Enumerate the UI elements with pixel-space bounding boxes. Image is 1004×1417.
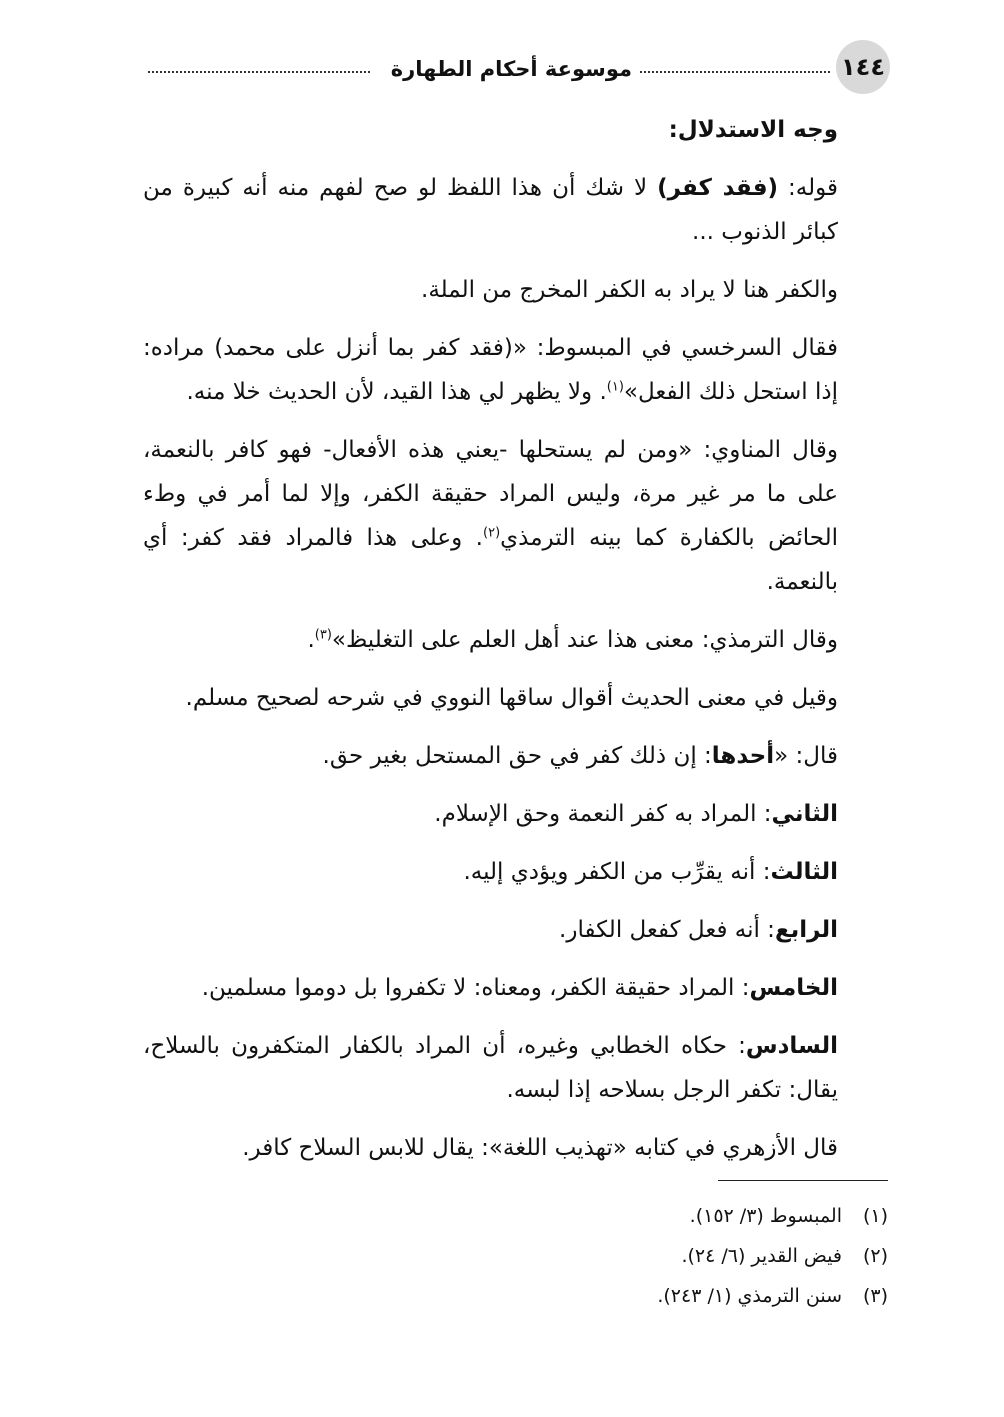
paragraph (143, 428, 888, 604)
bold-term: الثالث (770, 859, 838, 885)
footnote-number: (١) (862, 1205, 888, 1227)
section-heading: وجه الاستدلال: (668, 117, 838, 143)
header-divider-left (148, 71, 370, 73)
paragraph (143, 618, 888, 662)
footnote-text: سنن الترمذي (١/ ٢٤٣). (657, 1285, 842, 1307)
paragraph (143, 166, 888, 254)
footnote-number: (٢) (862, 1245, 888, 1267)
text-run: : حكاه الخطابي وغيره، أن المراد بالكفار المتكفرون بالسلاح، يقال: تكفر الرجل بسلاحه إذا لبسه. (143, 1033, 838, 1103)
page-number: ١٤٤ (836, 40, 890, 94)
text-run: قال: « (774, 743, 838, 769)
paragraph (143, 792, 888, 836)
footnote-divider (718, 1180, 888, 1181)
bold-term: الثاني (771, 801, 838, 827)
bold-term: الخامس (749, 975, 838, 1001)
book-title: موسوعة أحكام الطهارة (390, 57, 632, 81)
paragraph: وقيل في معنى الحديث أقوال ساقها النووي في شرحه لصحيح مسلم. (185, 685, 838, 711)
text-run: . ولا يظهر لي هذا القيد، لأن الحديث خلا منه. (186, 379, 607, 405)
page-header (140, 40, 890, 104)
footnote-ref: (٣) (314, 627, 332, 643)
paragraph: والكفر هنا لا يراد به الكفر المخرج من الملة. (421, 277, 838, 303)
text-run: وقال المناوي: «ومن لم يستحلها -يعني هذه الأفعال- فهو كافر بالنعمة، على ما مر غير مرة، وليس المراد حقيقة الكفر، وإلا لما أمر في وطء الحائض بالكفارة كما بينه الترمذي (143, 437, 838, 551)
text-run: : المراد به كفر النعمة وحق الإسلام. (434, 801, 772, 827)
body-text (143, 108, 888, 1184)
text-run: : أنه فعل كفعل الكفار. (559, 917, 775, 943)
text-run: : إن ذلك كفر في حق المستحل بغير حق. (322, 743, 712, 769)
text-run: فقال السرخسي في المبسوط: «(فقد كفر بما أنزل على محمد) مراده: إذا استحل ذلك الفعل» (143, 335, 838, 405)
paragraph (143, 966, 888, 1010)
text-run: . وعلى هذا فالمراد فقد كفر: أي بالنعمة. (143, 525, 838, 595)
footnote-item (388, 1276, 888, 1316)
text-run: قوله: (778, 175, 839, 201)
bold-term: الرابع (774, 917, 838, 943)
footnote-ref: (١) (606, 379, 624, 395)
bold-term: أحدها (711, 743, 775, 769)
text-run: وقال الترمذي: معنى هذا عند أهل العلم على التغليظ» (331, 627, 838, 653)
footnote-item (388, 1236, 888, 1276)
paragraph (143, 850, 888, 894)
footnotes (388, 1196, 888, 1316)
footnote-text: فيض القدير (٦/ ٢٤). (681, 1245, 842, 1267)
header-divider-right (640, 71, 830, 73)
bold-quote: (فقد كفر) (657, 175, 779, 201)
footnote-text: المبسوط (٣/ ١٥٢). (689, 1205, 842, 1227)
bold-term: السادس (745, 1033, 838, 1059)
paragraph (143, 734, 888, 778)
paragraph: قال الأزهري في كتابه «تهذيب اللغة»: يقال للابس السلاح كافر. (242, 1135, 838, 1161)
footnote-item (388, 1196, 888, 1236)
paragraph (143, 1024, 888, 1112)
footnote-ref: (٢) (483, 525, 501, 541)
footnote-number: (٣) (862, 1285, 888, 1307)
text-run: : المراد حقيقة الكفر، ومعناه: لا تكفروا بل دوموا مسلمين. (201, 975, 750, 1001)
paragraph (143, 326, 888, 414)
paragraph (143, 908, 888, 952)
text-run: : أنه يقرِّب من الكفر ويؤدي إليه. (463, 859, 771, 885)
text-run: لا شك أن هذا اللفظ لو صح لفهم منه أنه كبيرة من كبائر الذنوب ... (143, 175, 838, 245)
text-run: . (307, 627, 315, 653)
